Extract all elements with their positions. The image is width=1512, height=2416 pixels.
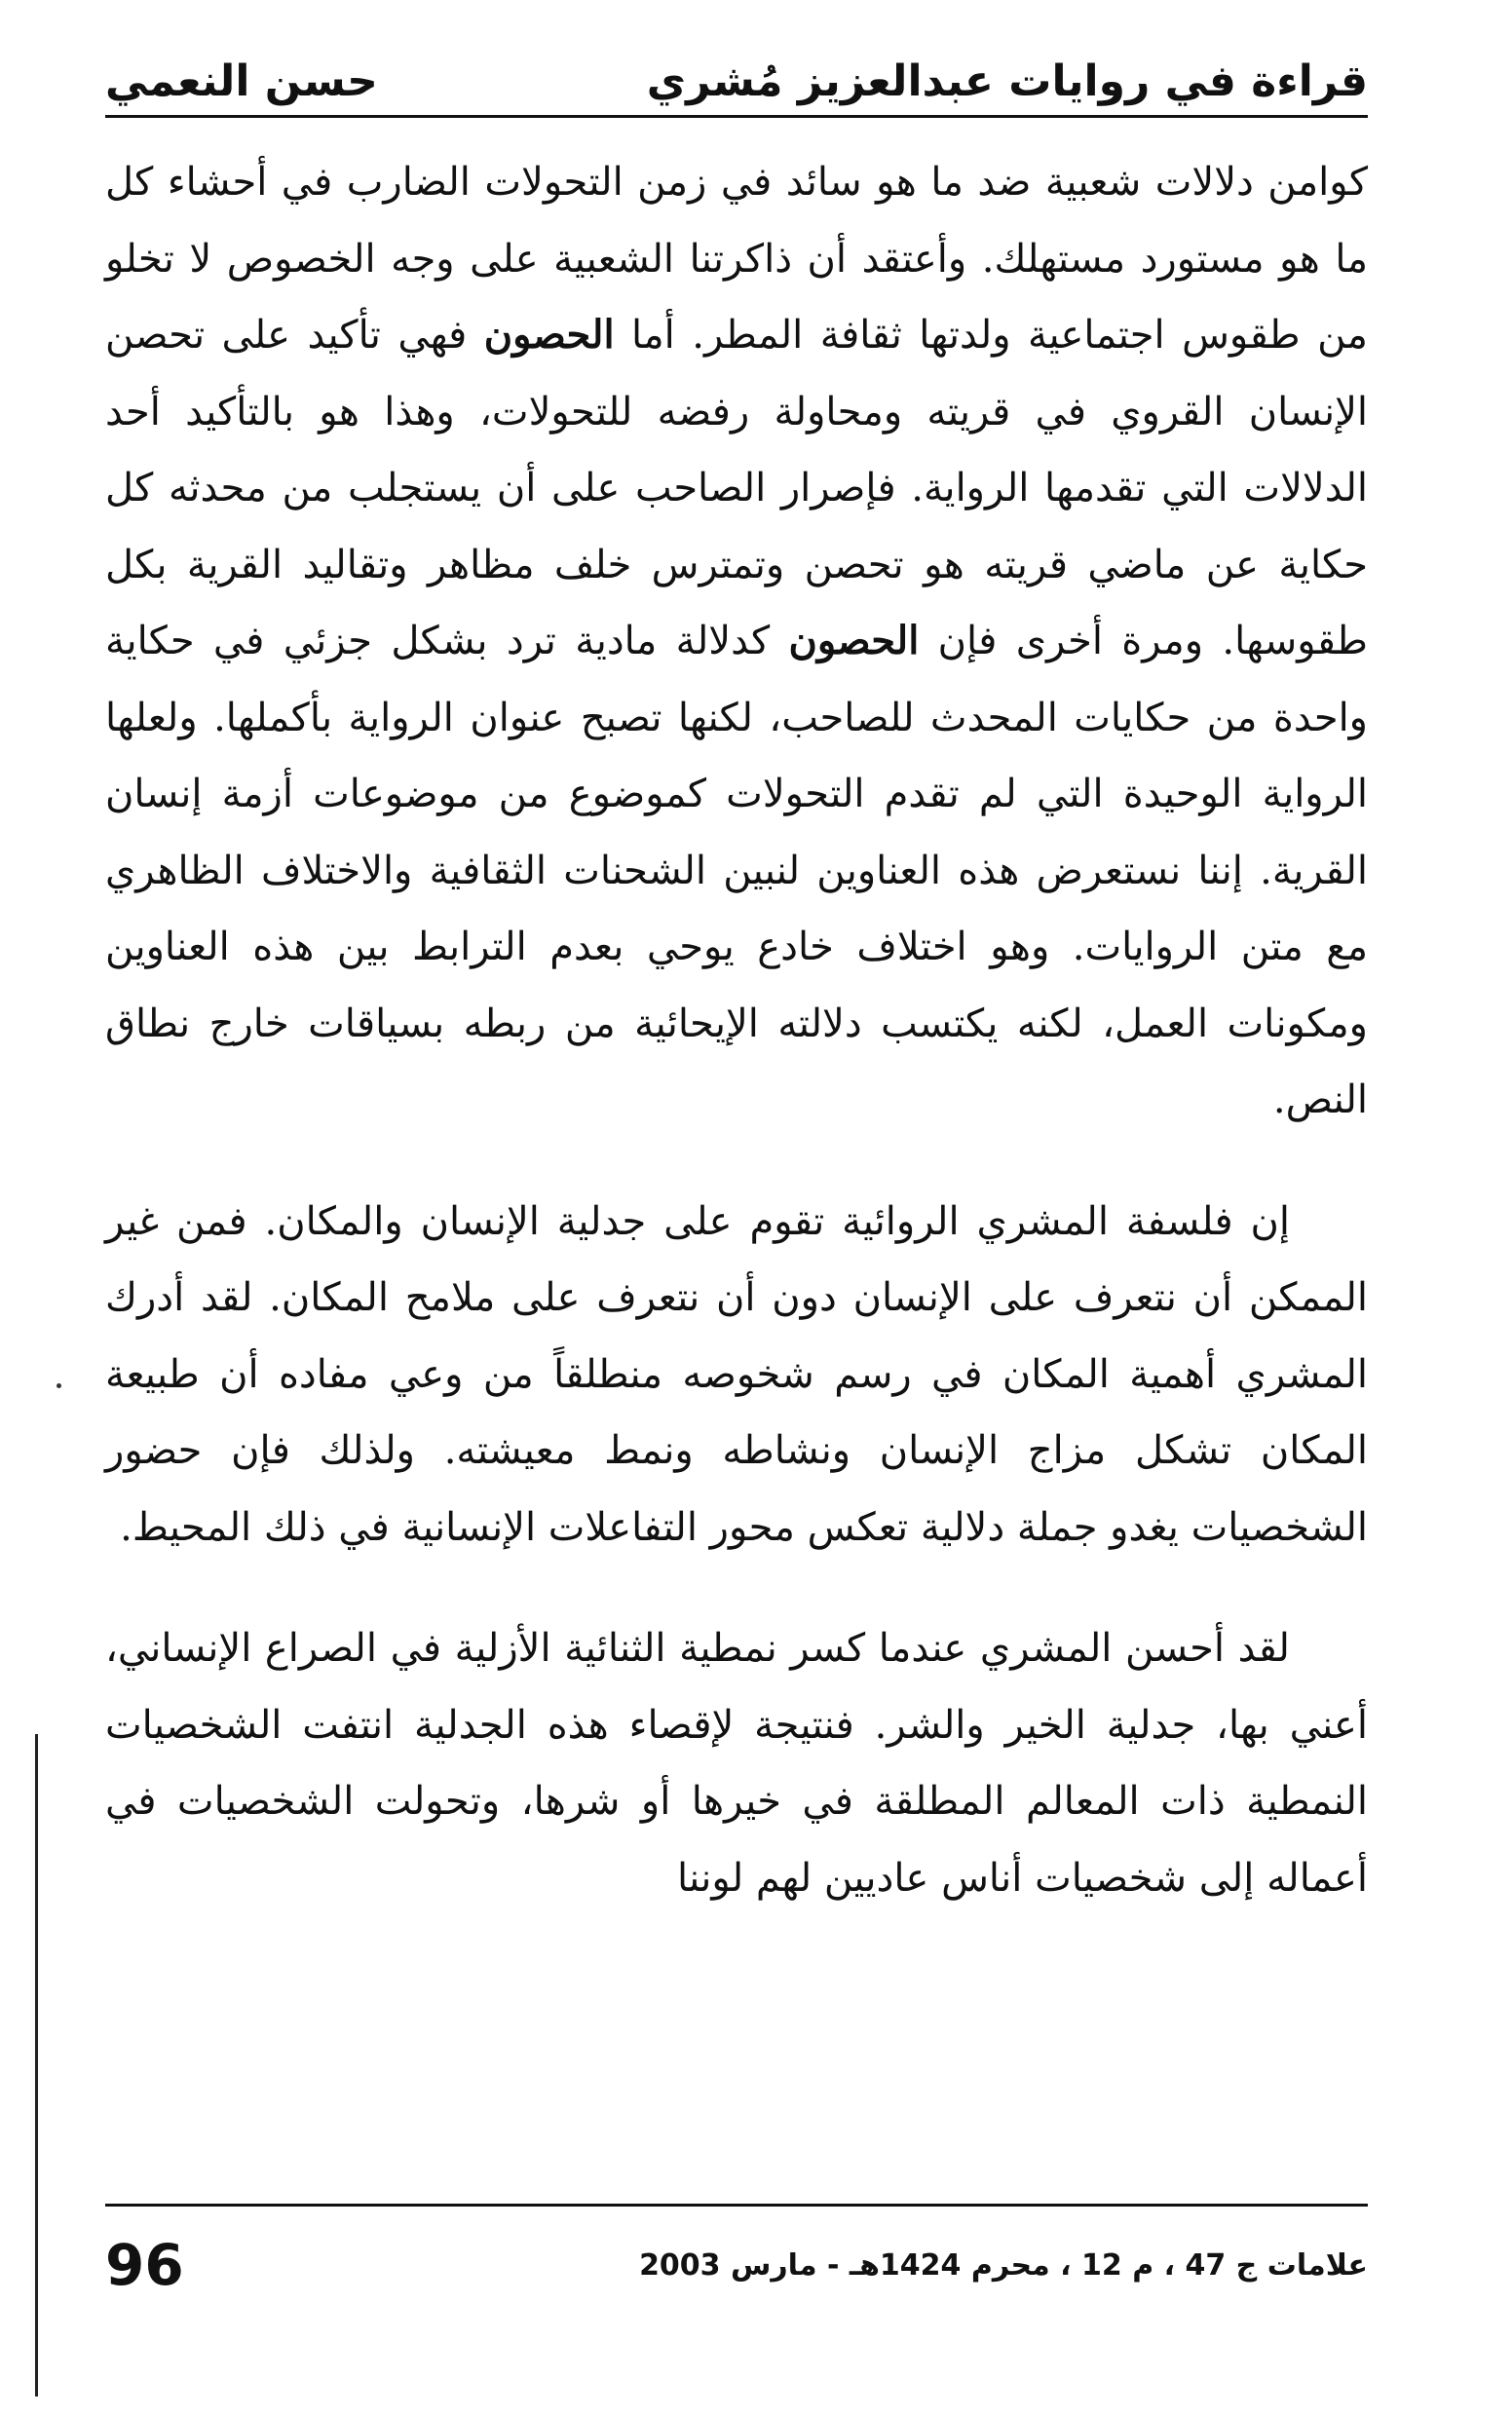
paragraph-3-text: لقد أحسن المشري عندما كسر نمطية الثنائية الأزلية في الصراع الإنساني، أعني بها، جدلية الخير والشر. فنتيجة لإقصاء هذه الجدلية انتفت الشخصيات النمطية ذات المعالم المطلقة في خيرها أو شرها، وتحولت الشخصيات في أعماله إلى شخصيات أناس عاديين لهم لوننا xyxy=(105,1626,1368,1901)
paragraph-2 xyxy=(105,1184,1368,1567)
header-divider xyxy=(105,115,1368,118)
paragraph-1-text-b: فهي تأكيد على تحصن الإنسان القروي في قريته ومحاولة رفضه للتحولات، وهذا هو بالتأكيد أحد الدلالات التي تقدمها الرواية. فإصرار الصاحب على أن يستجلب من محدثه كل حكاية عن ماضي قريته هو تحصن وتمترس خلف مظاهر وتقاليد القرية بكل طقوسها. ومرة أخرى فإن xyxy=(105,313,1368,663)
header-title: قراءة في روايات عبدالعزيز مُشري xyxy=(646,56,1368,106)
paragraph-1-text-a: كوامن دلالات شعبية ضد ما هو سائد في زمن التحولات الضارب في أحشاء كل ما هو مستورد مستهلك. وأعتقد أن ذاكرتنا الشعبية على وجه الخصوص لا تخلو من طقوس اجتماعية ولدتها ثقافة المطر. أما xyxy=(105,160,1368,358)
paragraph-2-text: إن فلسفة المشري الروائية تقوم على جدلية الإنسان والمكان. فمن غير الممكن أن نتعرف على الإنسان دون أن نتعرف على ملامح المكان. لقد أدرك المشري أهمية المكان في رسم شخوصه منطلقاً من وعي مفاده أن طبيعة المكان تشكل مزاج الإنسان ونشاطه ونمط معيشته. ولذلك فإن حضور الشخصيات يغدو جملة دلالية تعكس محور التفاعلات الإنسانية في ذلك المحيط. xyxy=(105,1198,1368,1550)
paragraph-1-text-c: كدلالة مادية ترد بشكل جزئي في حكاية واحدة من حكايات المحدث للصاحب، لكنها تصبح عنوان الرواية بأكملها. ولعلها الرواية الوحيدة التي لم تقدم التحولات كموضوع من موضوعات أزمة إنسان القرية. إننا نستعرض هذه العناوين لنبين الشحنات الثقافية والاختلاف الظاهري مع متن الروايات. وهو اختلاف خادع يوحي بعدم الترابط بين هذه العناوين ومكونات العمل، لكنه يكتسب دلالته الإيحائية من ربطه بسياقات خارج نطاق النص. xyxy=(105,619,1368,1122)
running-header xyxy=(105,47,1368,115)
page-number: 96 xyxy=(105,2232,184,2298)
footer-divider xyxy=(105,2204,1368,2207)
scan-edge-line xyxy=(35,1734,38,2397)
header-author: حسن النعمي xyxy=(105,56,378,106)
journal-citation: علامات ج 47 ، م 12 ، محرم 1424هـ - مارس 2003 xyxy=(639,2247,1368,2283)
margin-mark xyxy=(57,1383,61,1388)
emphasis-al-husun: الحصون xyxy=(483,312,615,358)
paragraph-3 xyxy=(105,1610,1368,1916)
emphasis-al-husun: الحصون xyxy=(788,618,920,663)
page-footer xyxy=(105,2221,1368,2309)
paragraph-1 xyxy=(105,144,1368,1139)
article-body xyxy=(105,144,1368,1961)
